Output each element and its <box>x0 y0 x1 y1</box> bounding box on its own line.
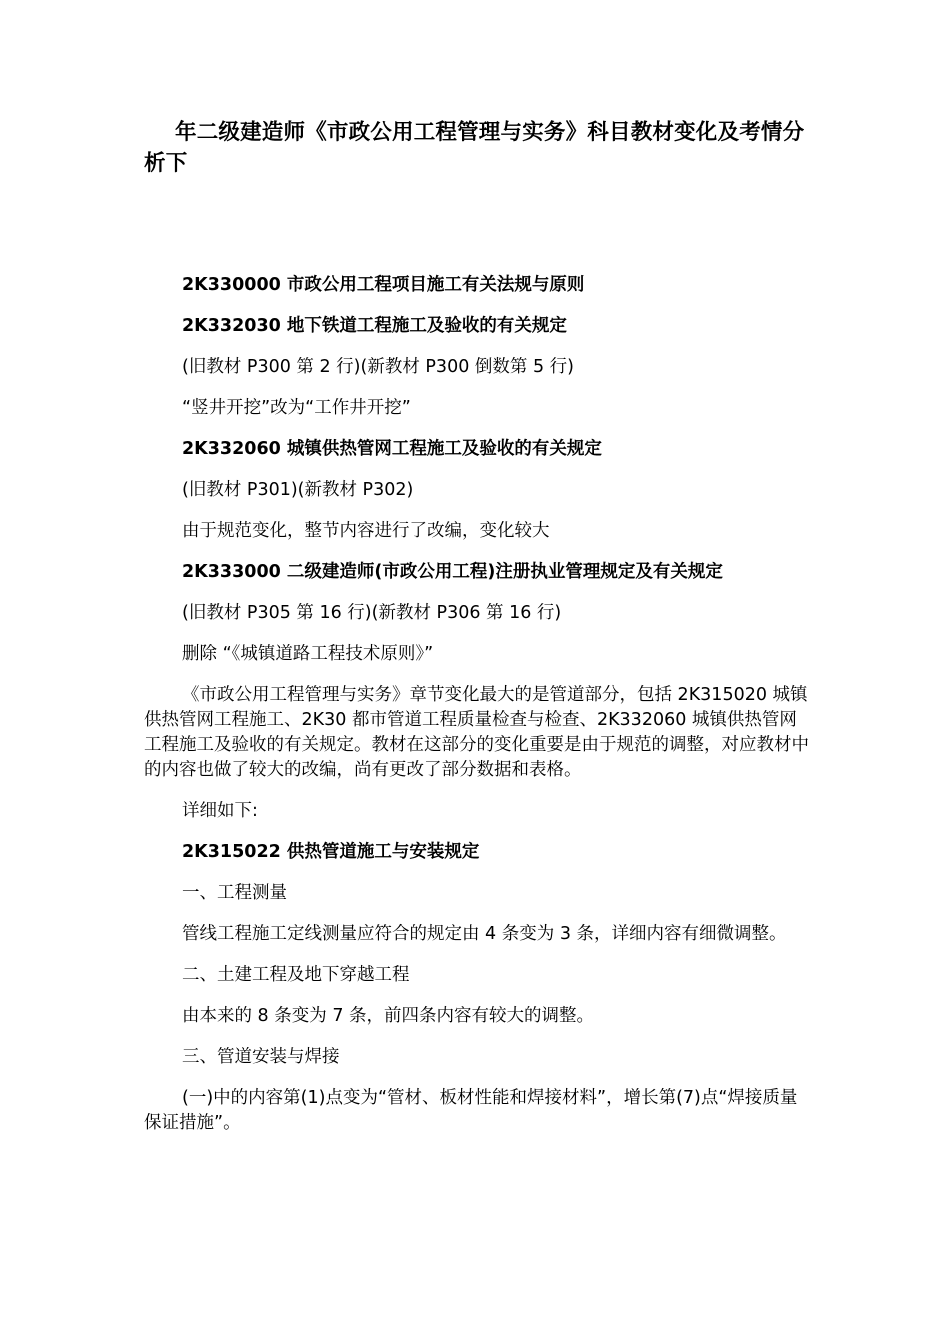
paragraph-19: (一)中的内容第(1)点变为“管材、板材性能和焊接材料”，增长第(7)点“焊接质量保证措施”。 <box>144 1088 798 1133</box>
paragraph-7: 由于规范变化，整节内容进行了改编，变化较大 <box>182 521 550 541</box>
paragraph-16: 二、土建工程及地下穿越工程 <box>182 965 410 985</box>
paragraph-2: 2K332030 地下铁道工程施工及验收的有关规定 <box>182 316 567 336</box>
paragraph-10: 删除 “《城镇道路工程技术原则》” <box>182 644 434 664</box>
paragraph-13: 2K315022 供热管道施工与安装规定 <box>182 842 480 862</box>
document-title: 年二级建造师《市政公用工程管理与实务》科目教材变化及考情分析下 <box>144 120 805 176</box>
paragraph-8: 2K333000 二级建造师(市政公用工程)注册执业管理规定及有关规定 <box>182 562 723 582</box>
paragraph-12: 详细如下: <box>182 801 258 821</box>
paragraph-9: (旧教材 P305 第 16 行)(新教材 P306 第 16 行) <box>182 603 562 623</box>
paragraph-4: “竖井开挖”改为“工作井开挖” <box>182 398 411 418</box>
paragraph-17: 由本来的 8 条变为 7 条，前四条内容有较大的调整。 <box>182 1006 595 1026</box>
paragraph-5: 2K332060 城镇供热管网工程施工及验收的有关规定 <box>182 439 602 459</box>
paragraph-14: 一、工程测量 <box>182 883 287 903</box>
paragraph-1: 2K330000 市政公用工程项目施工有关法规与原则 <box>182 275 585 295</box>
paragraph-6: (旧教材 P301)(新教材 P302) <box>182 480 414 500</box>
paragraph-3: (旧教材 P300 第 2 行)(新教材 P300 倒数第 5 行) <box>182 357 574 377</box>
paragraph-18: 三、管道安装与焊接 <box>182 1047 340 1067</box>
paragraph-15: 管线工程施工定线测量应符合的规定由 4 条变为 3 条，详细内容有细微调整。 <box>182 924 787 944</box>
document-body <box>144 273 809 1152</box>
paragraph-11: 《市政公用工程管理与实务》章节变化最大的是管道部分，包括 2K315020 城镇供热管网工程施工、2K30 都市管道工程质量检查与检查、2K332060 城镇供热管网工程施工及验收的有关规定。教材在这部分的变化重要是由于规范的调整，对应教材中的内容也做了较大的改编，尚有更改了部分数据和表格。 <box>144 685 809 780</box>
